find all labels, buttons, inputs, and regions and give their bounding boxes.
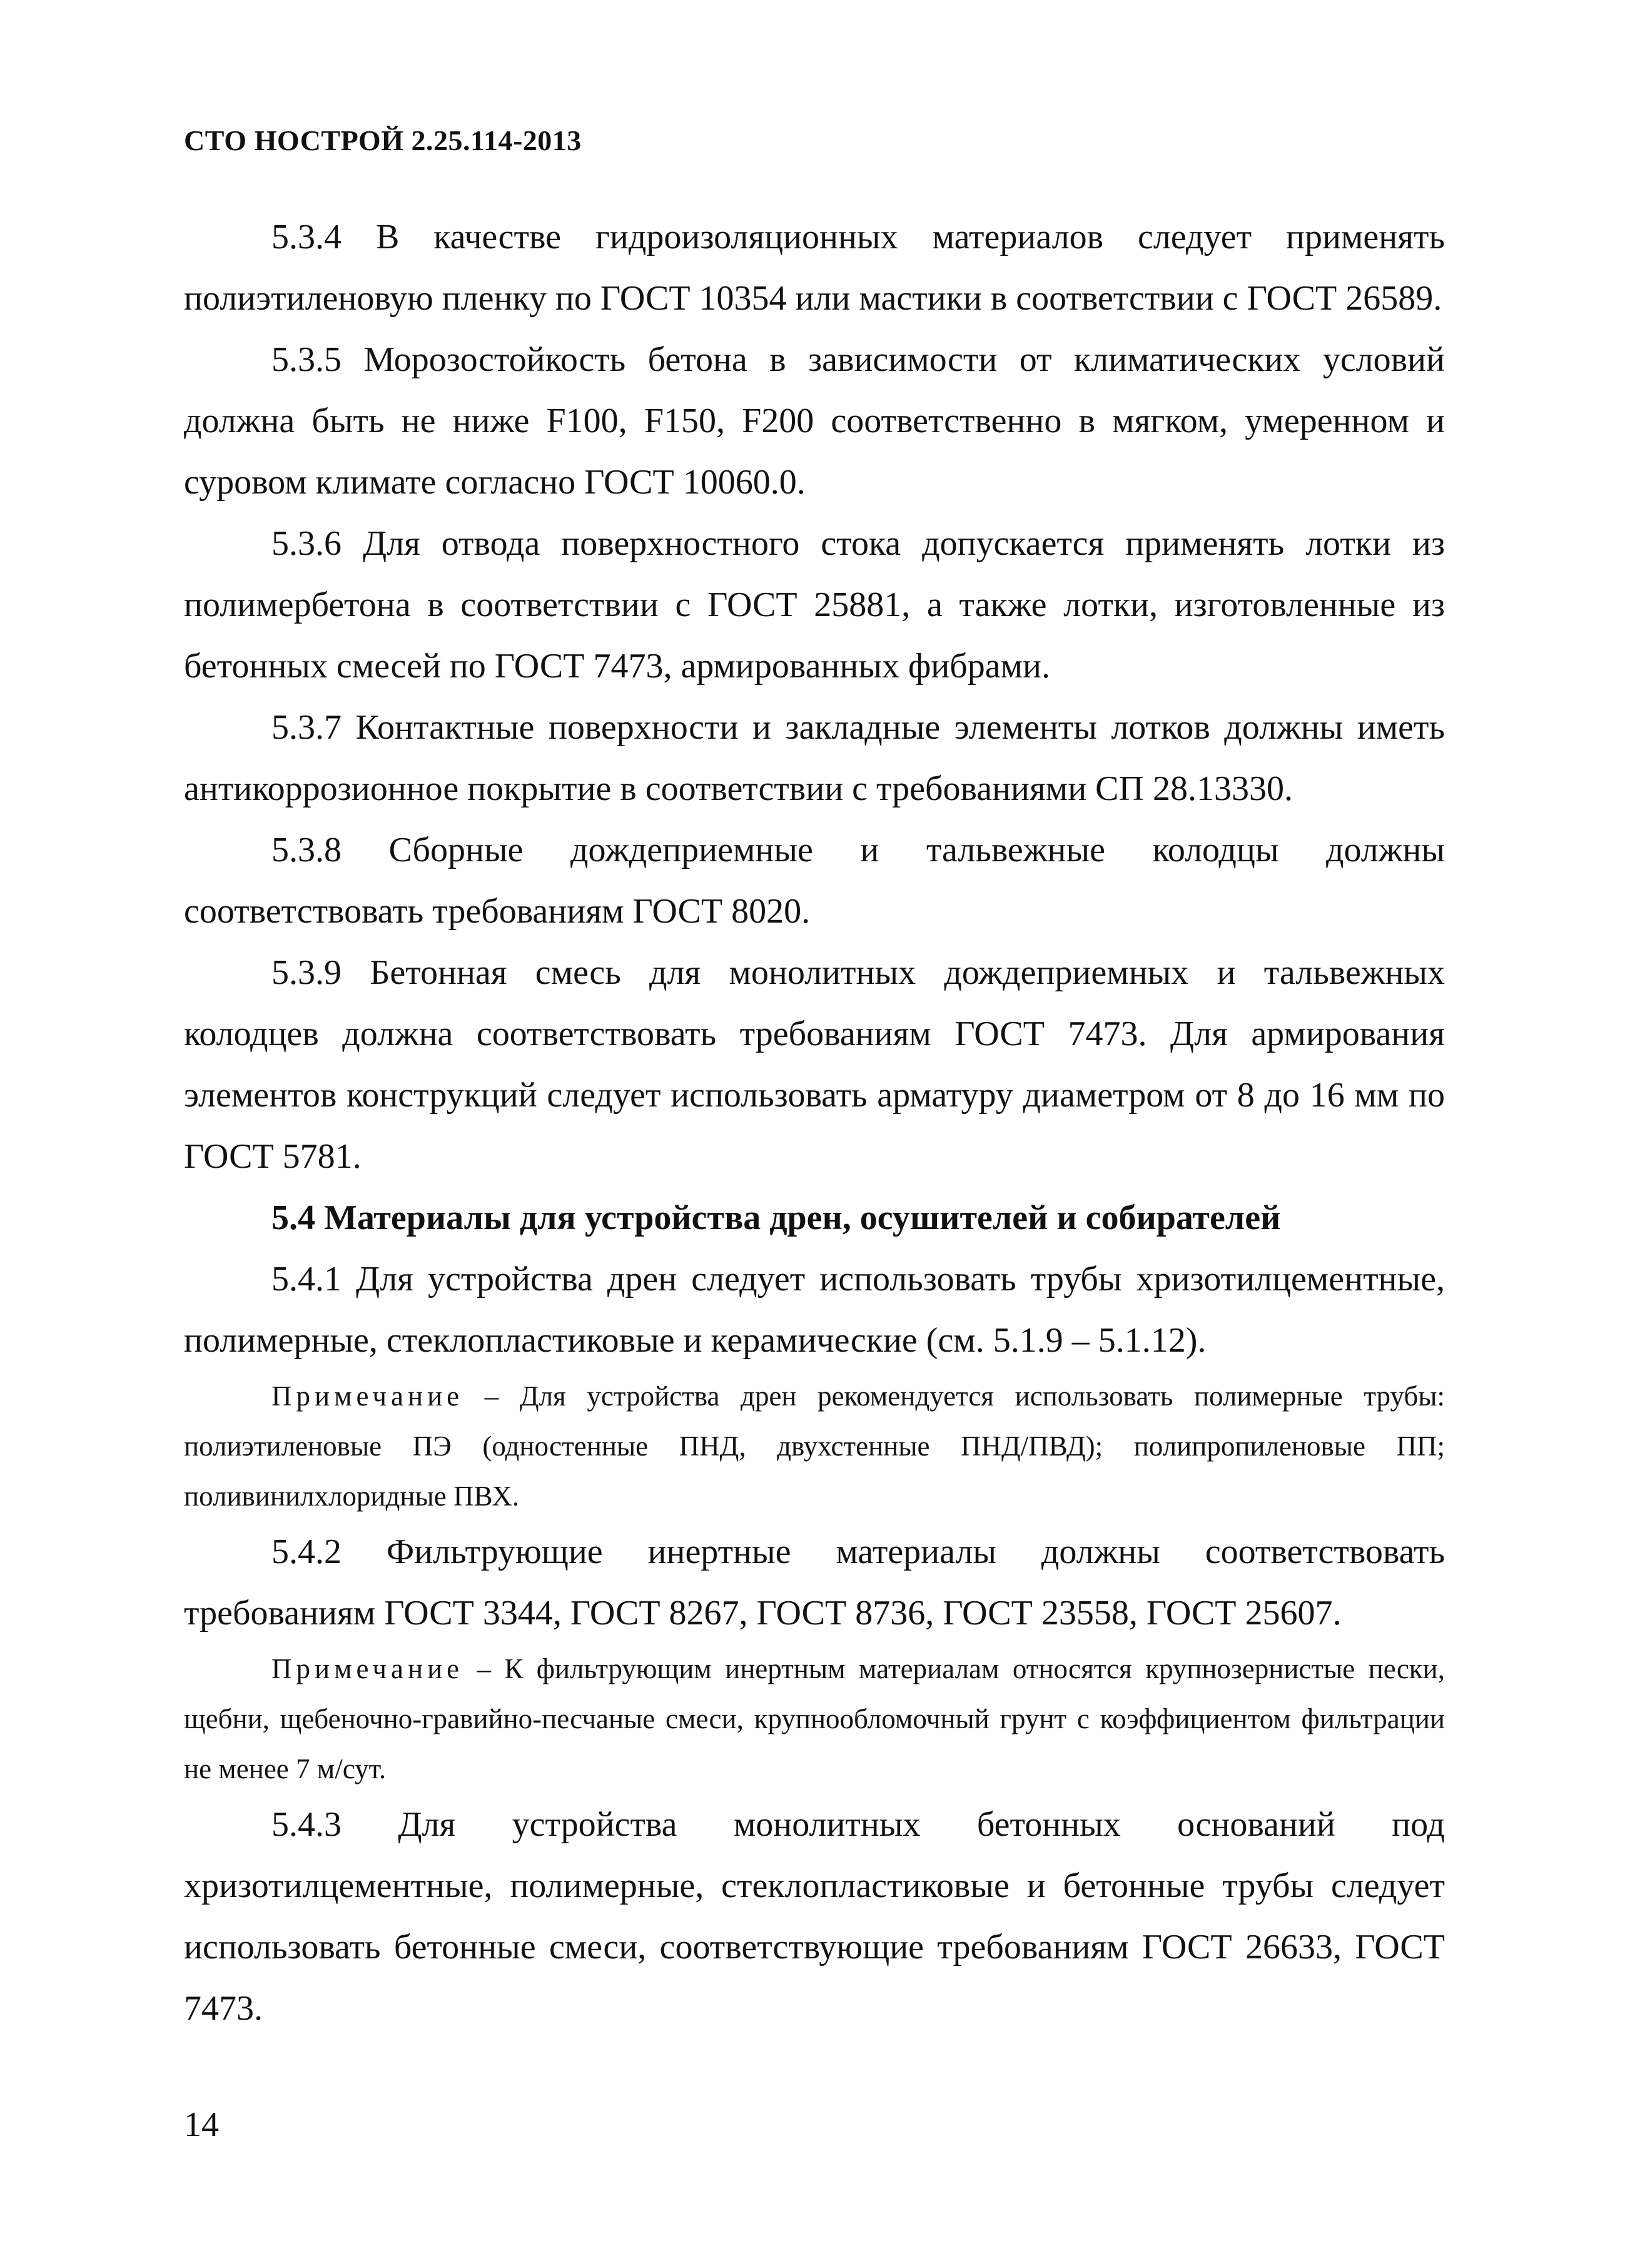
paragraph-5-3-8: 5.3.8 Сборные дождеприемные и тальвежные колодцы должны соответствовать требованиям ГОСТ 8020. [184,831,1445,931]
paragraph-5-4-2: 5.4.2 Фильтрующие инертные материалы должны соответствовать требованиям ГОСТ 3344, ГОСТ 8267, ГОСТ 8736, ГОСТ 23558, ГОСТ 25607. [184,1532,1445,1633]
paragraph-5-4-1: 5.4.1 Для устройства дрен следует использовать трубы хризотилцементные, полимерные, стеклопластиковые и керамические (см. 5.1.9 – 5.1.12). [184,1260,1445,1360]
note-label: Примечание [271,1653,464,1684]
paragraph-5-4-3: 5.4.3 Для устройства монолитных бетонных оснований под хризотилцементные, полимерные, стеклопластиковые и бетонные трубы следует использовать бетонные смеси, соответствующие требованиям ГОСТ 26633, ГОСТ 7473. [184,1805,1445,2028]
paragraph-5-3-4: 5.3.4 В качестве гидроизоляционных материалов следует применять полиэтиленовую пленку по ГОСТ 10354 или мастики в соответствии с ГОСТ 26589. [184,218,1445,318]
page-number: 14 [184,2105,219,2144]
note-text: – К фильтрующим инертным материалам относятся крупнозернистые пески, щебни, щебеночно-гравийно-песчаные смеси, крупнообломочный грунт с коэффициентом фильтрации не менее 7 м/сут. [184,1653,1445,1785]
paragraph-5-3-9: 5.3.9 Бетонная смесь для монолитных дождеприемных и тальвежных колодцев должна соответствовать требованиям ГОСТ 7473. Для армирования элементов конструкций следует использовать арматуру диаметром от 8 до 16 мм по ГОСТ 5781. [184,953,1445,1176]
document-code-header: СТО НОСТРОЙ 2.25.114-2013 [184,124,582,156]
note-filter-materials [184,1644,1445,1794]
note-drains [184,1371,1445,1521]
paragraph-5-3-6: 5.3.6 Для отвода поверхностного стока допускается применять лотки из полимербетона в соответствии с ГОСТ 25881, а также лотки, изготовленные из бетонных смесей по ГОСТ 7473, армированных фибрами. [184,524,1445,686]
note-label: Примечание [271,1380,464,1412]
section-heading-5-4: 5.4 Материалы для устройства дрен, осушителей и собирателей [271,1198,1281,1237]
document-body [184,206,1445,2039]
paragraph-5-3-5: 5.3.5 Морозостойкость бетона в зависимости от климатических условий должна быть не ниже F100, F150, F200 соответственно в мягком, умеренном и суровом климате согласно ГОСТ 10060.0. [184,340,1445,502]
note-text: – Для устройства дрен рекомендуется использовать полимерные трубы: полиэтиленовые ПЭ (одностенные ПНД, двухстенные ПНД/ПВД); полипропиленовые ПП; поливинилхлоридные ПВХ. [184,1380,1445,1512]
paragraph-5-3-7: 5.3.7 Контактные поверхности и закладные элементы лотков должны иметь антикоррозионное покрытие в соответствии с требованиями СП 28.13330. [184,708,1445,808]
